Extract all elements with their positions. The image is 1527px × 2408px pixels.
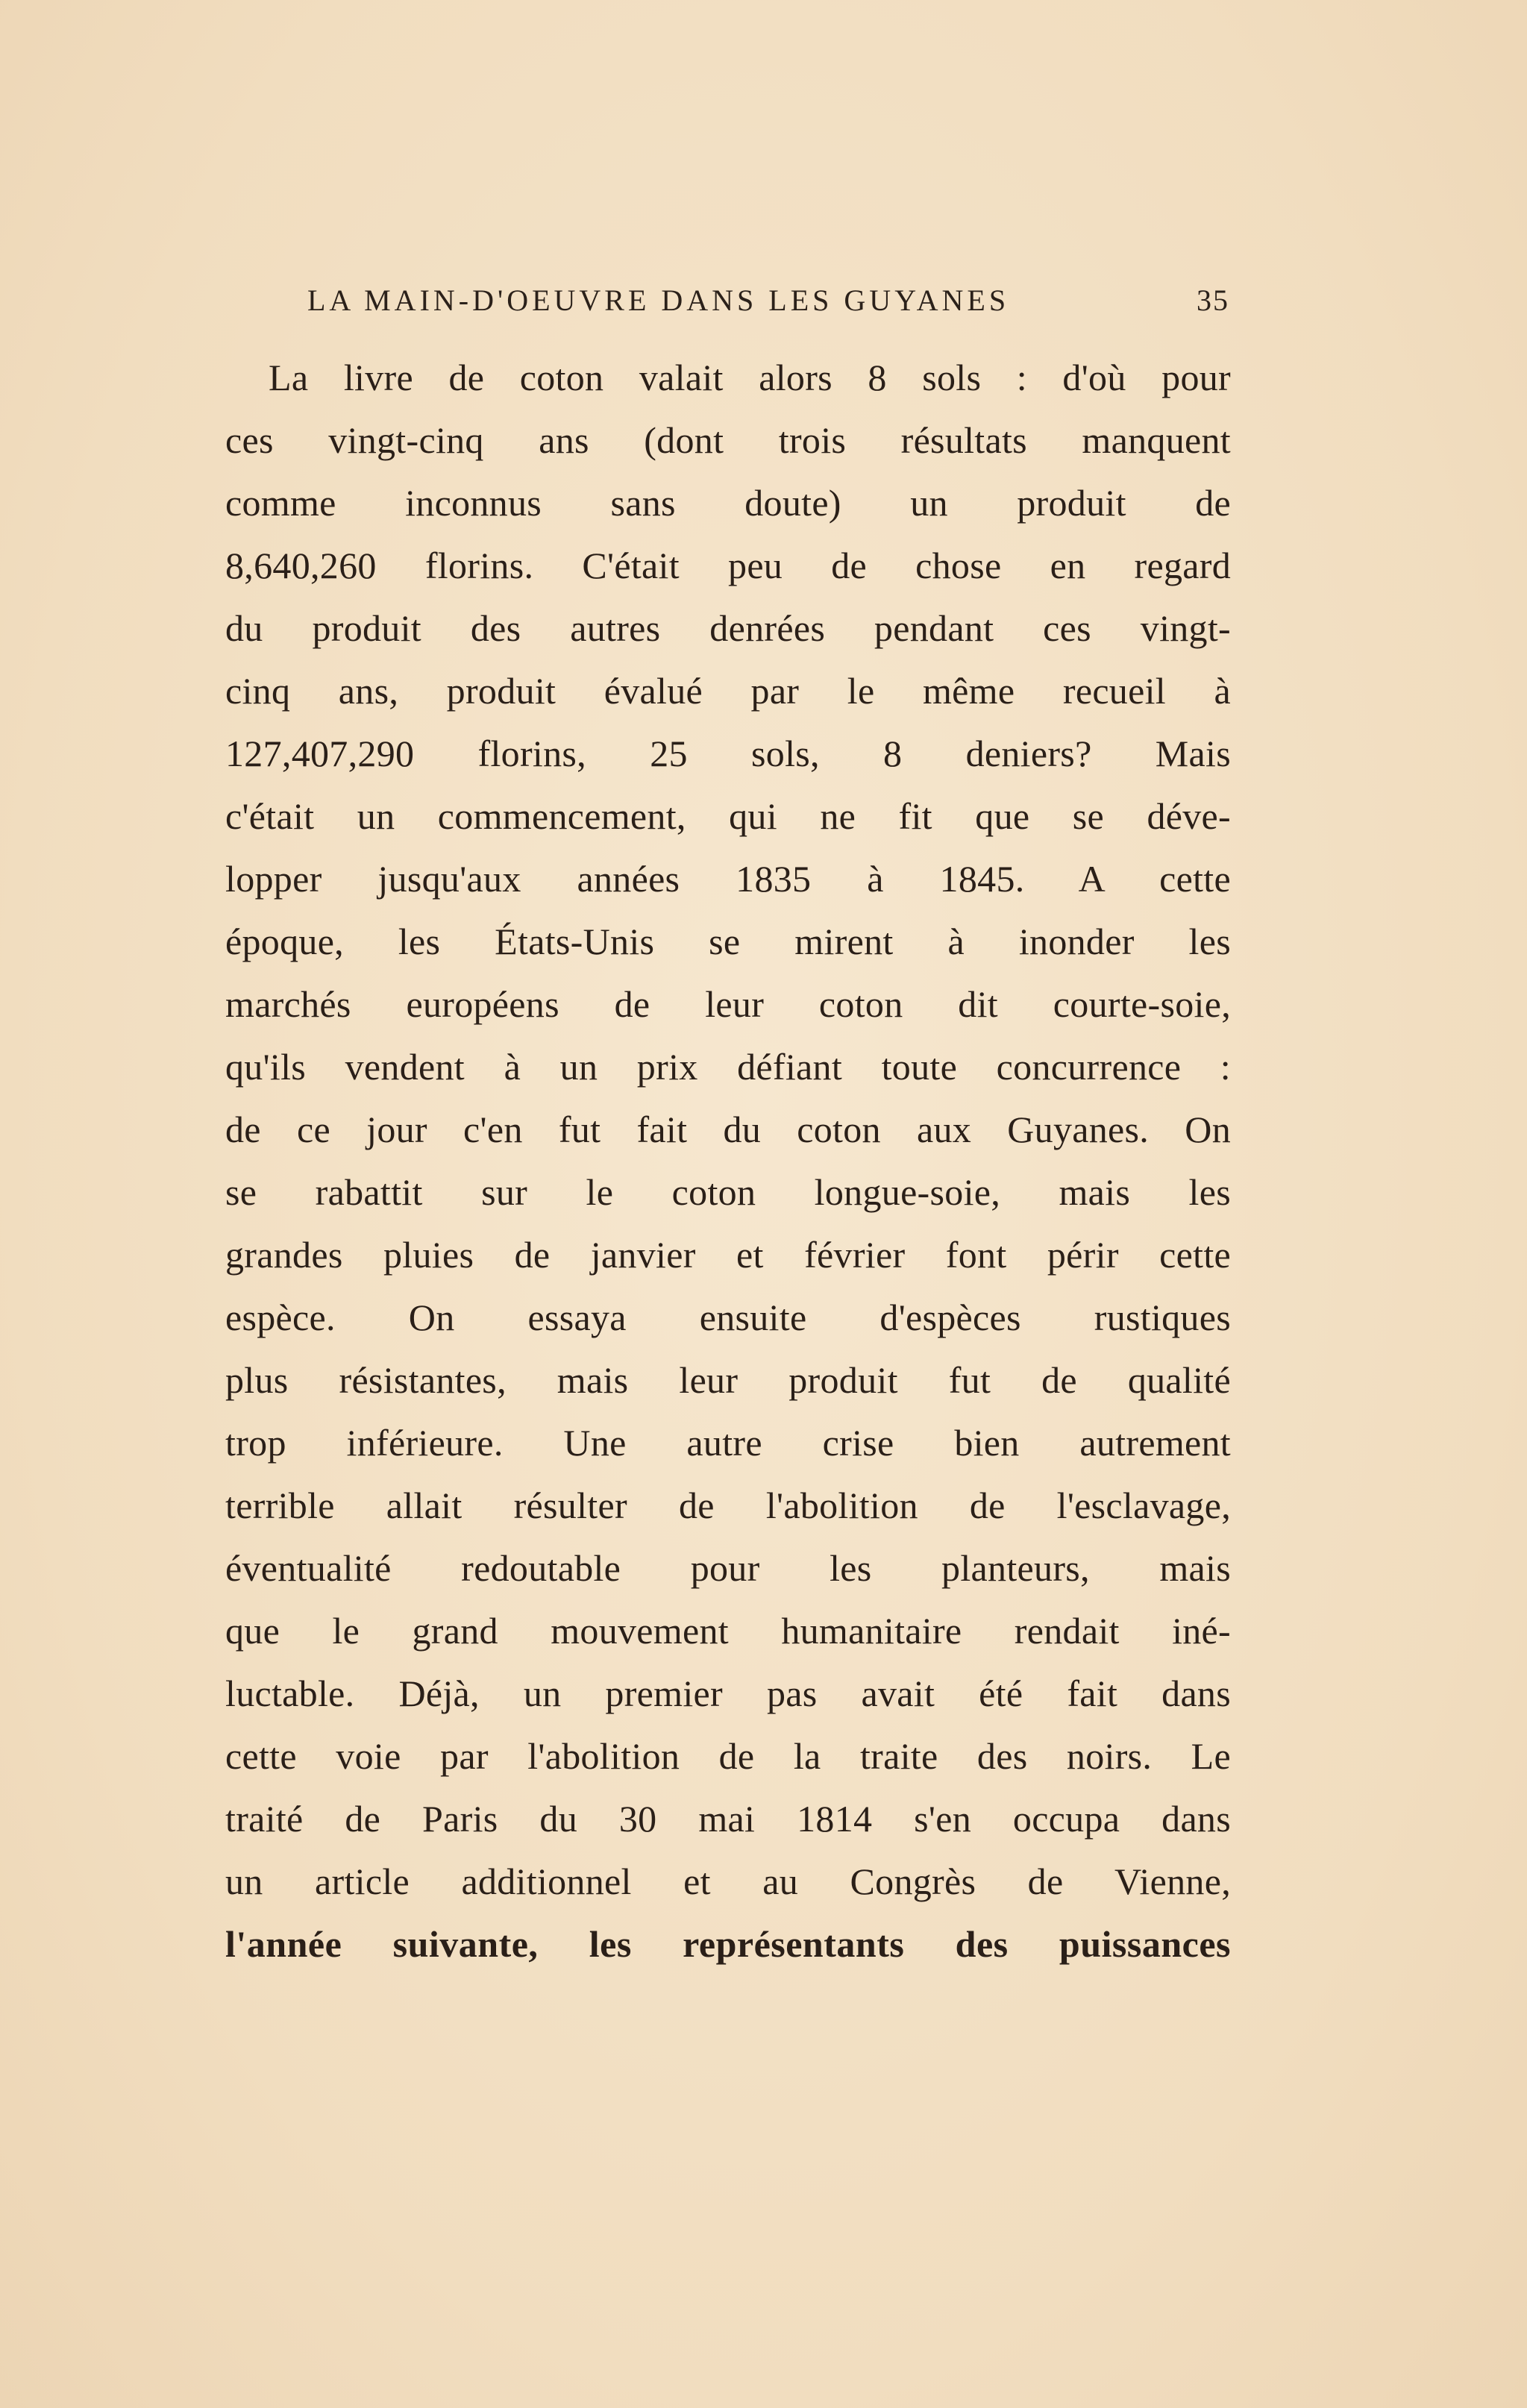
- text-line: espèce. On essaya ensuite d'espèces rustiques: [225, 1297, 1231, 1338]
- text-line: traité de Paris du 30 mai 1814 s'en occupa dans: [225, 1798, 1231, 1840]
- running-head-title: LA MAIN-D'OEUVRE DANS LES GUYANES: [307, 283, 1010, 317]
- text-line: comme inconnus sans doute) un produit de: [225, 482, 1231, 524]
- text-line: grandes pluies de janvier et février font périr cette: [225, 1234, 1231, 1276]
- text-line: terrible allait résulter de l'abolition de l'esclavage,: [225, 1484, 1231, 1526]
- text-line: 127,407,290 florins, 25 sols, 8 deniers? Mais: [225, 733, 1231, 774]
- text-line: luctable. Déjà, un premier pas avait été fait dans: [225, 1672, 1231, 1714]
- text-line: l'année suivante, les représentants des puissances: [225, 1923, 1231, 1965]
- text-line: lopper jusqu'aux années 1835 à 1845. A cette: [225, 858, 1231, 900]
- page-number: 35: [1197, 283, 1229, 317]
- text-line: éventualité redoutable pour les planteurs, mais: [225, 1547, 1231, 1589]
- text-line: c'était un commencement, qui ne fit que se déve-: [225, 795, 1231, 837]
- text-line: trop inférieure. Une autre crise bien autrement: [225, 1422, 1231, 1464]
- running-head: [307, 278, 1229, 323]
- text-line: marchés européens de leur coton dit courte-soie,: [225, 983, 1231, 1025]
- body-text: [225, 346, 1231, 1975]
- text-line: La livre de coton valait alors 8 sols : d'où pour: [269, 357, 1231, 398]
- text-line: que le grand mouvement humanitaire rendait iné-: [225, 1610, 1231, 1652]
- text-line: époque, les États-Unis se mirent à inonder les: [225, 921, 1231, 962]
- text-line: cette voie par l'abolition de la traite des noirs. Le: [225, 1735, 1231, 1777]
- text-line: du produit des autres denrées pendant ces vingt-: [225, 607, 1231, 649]
- text-line: qu'ils vendent à un prix défiant toute concurrence :: [225, 1046, 1231, 1088]
- text-line: 8,640,260 florins. C'était peu de chose en regard: [225, 545, 1231, 586]
- text-line: cinq ans, produit évalué par le même recueil à: [225, 670, 1231, 712]
- text-line: un article additionnel et au Congrès de Vienne,: [225, 1860, 1231, 1902]
- text-line: ces vingt-cinq ans (dont trois résultats manquent: [225, 419, 1231, 461]
- text-line: de ce jour c'en fut fait du coton aux Guyanes. On: [225, 1109, 1231, 1150]
- text-line: se rabattit sur le coton longue-soie, mais les: [225, 1171, 1231, 1213]
- text-line: plus résistantes, mais leur produit fut de qualité: [225, 1359, 1231, 1401]
